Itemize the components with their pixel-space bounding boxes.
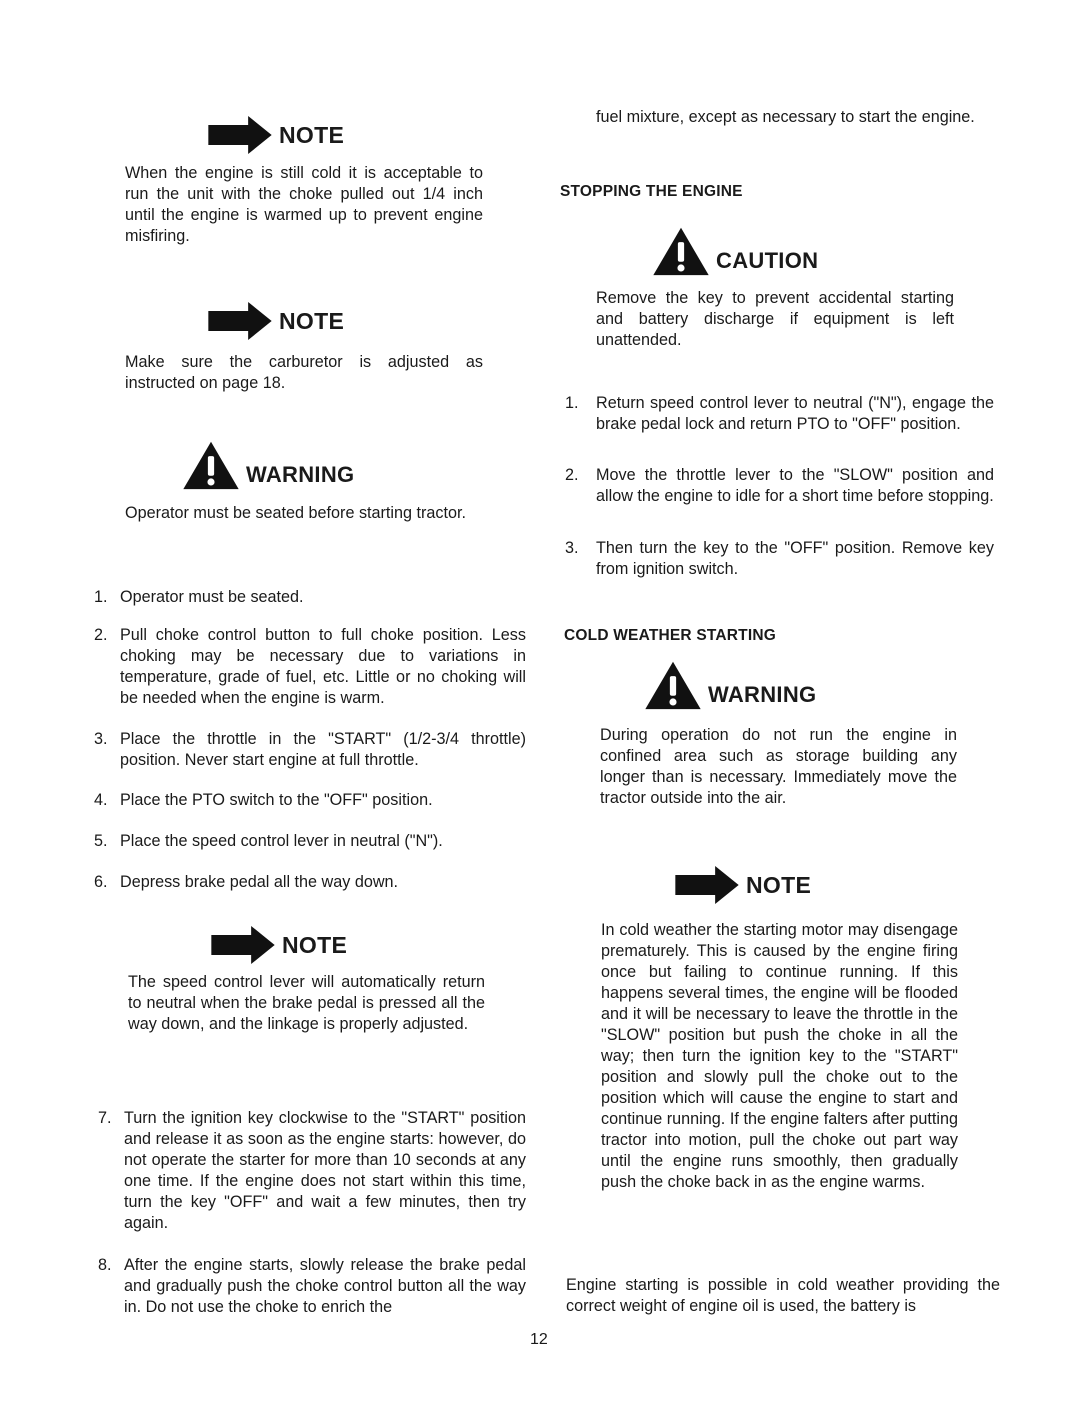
note-header-3	[208, 926, 347, 964]
note-header-4	[672, 866, 811, 904]
list-item	[98, 1108, 526, 1234]
step-text: Operator must be seated.	[120, 588, 304, 606]
step-number: 2.	[565, 466, 579, 484]
arrow-icon	[672, 866, 742, 904]
note-text-1: When the engine is still cold it is acceptable to run the unit with the choke pulled out 1/4 inch until the engine is warmed up to prevent engine misfiring.	[125, 164, 483, 245]
caution-header	[648, 226, 818, 276]
step-text: Return speed control lever to neutral ("N"), engage the brake pedal lock and return PTO to "OFF" position.	[596, 394, 994, 433]
warning-header-1	[178, 440, 354, 490]
arrow-icon	[205, 116, 275, 154]
section-heading-stopping: STOPPING THE ENGINE	[560, 183, 743, 200]
step-number: 5.	[94, 832, 108, 850]
list-item	[565, 465, 994, 507]
step-text: Depress brake pedal all the way down.	[120, 873, 399, 891]
list-item	[565, 393, 994, 435]
warning-text-2: During operation do not run the engine in confined area such as storage building any longer than is necessary. Immediately move the tractor outside into the air.	[600, 726, 957, 807]
step-text: Place the PTO switch to the "OFF" position.	[120, 791, 433, 809]
step-number: 1.	[565, 394, 579, 412]
list-item	[94, 587, 526, 608]
warning-triangle-icon	[178, 440, 244, 490]
note-text-4: In cold weather the starting motor may disengage prematurely. This is caused by the engine firing once but failing to continue running. If this happens several times, the engine will be flooded and it will be necessary to leave the throttle in the "SLOW" position but push the choke in all the way; then turn the ignition key to the "START" position and slowly pull the choke out to the position which will cause the engine to start and continue running. If the engine falters after putting tractor into motion, pull the choke out part way until the engine runs smoothly, then gradually push the choke back in as the engine warms.	[601, 921, 958, 1191]
step-number: 2.	[94, 626, 108, 644]
step-text: Place the throttle in the "START" (1/2-3/4 throttle) position. Never start engine at full throttle.	[120, 730, 526, 769]
step-text: After the engine starts, slowly release the brake pedal and gradually push the choke control button all the way in. Do not use the choke to enrich the	[124, 1256, 526, 1316]
step-text: Move the throttle lever to the "SLOW" position and allow the engine to idle for a short time before stopping.	[596, 466, 994, 505]
caution-label: CAUTION	[716, 248, 819, 273]
note-label: NOTE	[279, 121, 345, 148]
warning-header-2	[640, 660, 816, 710]
step-number: 4.	[94, 791, 108, 809]
step-number: 3.	[94, 730, 108, 748]
step-number: 1.	[94, 588, 108, 606]
arrow-icon	[208, 926, 278, 964]
note-label: NOTE	[282, 931, 348, 958]
note-header-2	[205, 302, 344, 340]
note-text-2: Make sure the carburetor is adjusted as instructed on page 18.	[125, 353, 483, 392]
step-text: Pull choke control button to full choke position. Less choking may be necessary due to variations in temperature, grade of fuel, etc. Little or no choking will be needed when the engine is warm.	[120, 626, 526, 707]
list-item	[98, 1255, 526, 1318]
warning-label: WARNING	[246, 462, 355, 487]
continued-text: fuel mixture, except as necessary to start the engine.	[596, 108, 975, 126]
closing-text: Engine starting is possible in cold weather providing the correct weight of engine oil is used, the battery is	[566, 1276, 1000, 1315]
section-heading-cold-weather: COLD WEATHER STARTING	[564, 627, 776, 644]
warning-text-1: Operator must be seated before starting tractor.	[125, 504, 467, 522]
note-label: NOTE	[279, 307, 345, 334]
list-item	[94, 625, 526, 709]
arrow-icon	[205, 302, 275, 340]
caution-text: Remove the key to prevent accidental starting and battery discharge if equipment is left unattended.	[596, 289, 954, 349]
note-header-1	[205, 116, 344, 154]
list-item	[94, 831, 526, 852]
step-number: 7.	[98, 1109, 112, 1127]
warning-triangle-icon	[640, 660, 706, 710]
step-text: Turn the ignition key clockwise to the "START" position and release it as soon as the engine starts: however, do not operate the starter for more than 10 seconds at any one time. If the engine does not start within this time, turn the key "OFF" and wait a few minutes, then try again.	[124, 1109, 526, 1232]
list-item	[94, 790, 526, 811]
warning-triangle-icon	[648, 226, 714, 276]
warning-label: WARNING	[708, 682, 817, 707]
list-item	[94, 729, 526, 771]
page-number: 12	[530, 1331, 548, 1348]
list-item	[565, 538, 994, 580]
step-text: Place the speed control lever in neutral ("N").	[120, 832, 443, 850]
list-item	[94, 872, 526, 893]
step-number: 8.	[98, 1256, 112, 1274]
note-text-3: The speed control lever will automatically return to neutral when the brake pedal is pressed all the way down, and the linkage is properly adjusted.	[128, 973, 485, 1033]
step-number: 6.	[94, 873, 108, 891]
step-text: Then turn the key to the "OFF" position. Remove key from ignition switch.	[596, 539, 994, 578]
note-label: NOTE	[746, 871, 812, 898]
step-number: 3.	[565, 539, 579, 557]
